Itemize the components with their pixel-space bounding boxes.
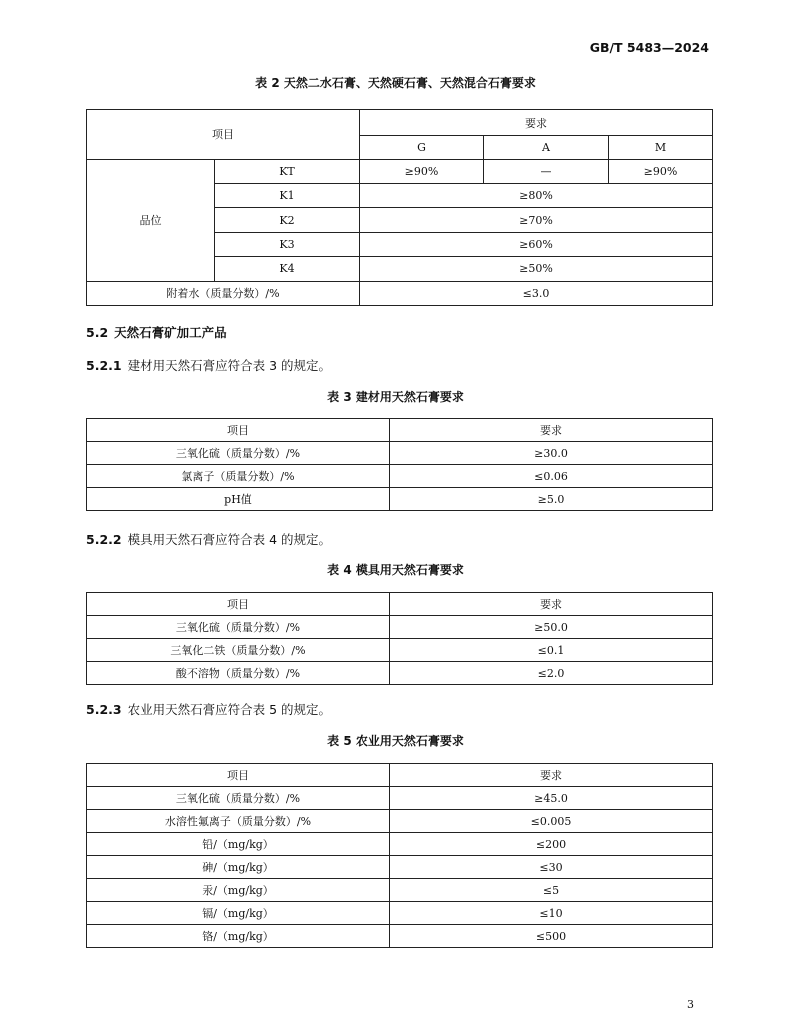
table2-cell: ≥70% (360, 208, 713, 232)
table2-subheader-a: A (484, 136, 609, 159)
table2-cell: ≥80% (360, 184, 713, 208)
table-row-item: 铅/（mg/kg） (87, 833, 390, 856)
table-row-item: 三氧化硫（质量分数）/% (87, 442, 390, 465)
table4 (86, 592, 713, 685)
table3-header-item: 项目 (87, 419, 390, 442)
section-5-2-2 (86, 530, 331, 548)
table-row-item: 水溶性氟离子（质量分数）/% (87, 810, 390, 833)
table-row-value: ≤0.1 (390, 639, 713, 662)
table-row-value: ≤2.0 (390, 662, 713, 685)
table2 (86, 109, 713, 306)
table4-header-req: 要求 (390, 593, 713, 616)
table3-caption: 表 3 建材用天然石膏要求 (327, 390, 464, 404)
table-row-item: pH值 (87, 488, 390, 511)
table2-grade: K4 (215, 257, 360, 281)
table-row-value: ≤0.06 (390, 465, 713, 488)
table-row-value: ≤0.005 (390, 810, 713, 833)
table4-caption: 表 4 模具用天然石膏要求 (327, 563, 464, 577)
table2-cell: ≥50% (360, 257, 713, 281)
section-text: 农业用天然石膏应符合表 5 的规定。 (127, 702, 331, 717)
table2-cell: ≥60% (360, 232, 713, 256)
section-number: 5.2.1 (86, 358, 122, 373)
table2-grade: KT (215, 159, 360, 183)
table-row-value: ≤10 (390, 902, 713, 925)
table-row-value: ≤30 (390, 856, 713, 879)
page-number: 3 (687, 998, 694, 1011)
section-text: 建材用天然石膏应符合表 3 的规定。 (127, 358, 331, 373)
table5-header-item: 项目 (87, 764, 390, 787)
table-row-item: 汞/（mg/kg） (87, 879, 390, 902)
section-number: 5.2 (86, 325, 109, 340)
section-number: 5.2.3 (86, 702, 122, 717)
table-row-item: 氯离子（质量分数）/% (87, 465, 390, 488)
table2-grade: K1 (215, 184, 360, 208)
table2-req-header: 要求 (360, 110, 713, 136)
table5-caption: 表 5 农业用天然石膏要求 (327, 734, 464, 748)
table2-caption: 表 2 天然二水石膏、天然硬石膏、天然混合石膏要求 (255, 76, 536, 90)
table-row-item: 酸不溶物（质量分数）/% (87, 662, 390, 685)
table-row-value: ≥50.0 (390, 616, 713, 639)
standard-code: GB/T 5483—2024 (589, 40, 709, 55)
table-row-value: ≥30.0 (390, 442, 713, 465)
table2-cell: ≥90% (360, 159, 484, 183)
table4-header-item: 项目 (87, 593, 390, 616)
table5 (86, 763, 713, 948)
table2-cell: — (484, 159, 609, 183)
table2-grade: K3 (215, 232, 360, 256)
table-row-value: ≥45.0 (390, 787, 713, 810)
table-row-item: 砷/（mg/kg） (87, 856, 390, 879)
table-row-value: ≤5 (390, 879, 713, 902)
section-5-2-3 (86, 700, 331, 718)
table2-water-label: 附着水（质量分数）/% (87, 281, 360, 305)
table2-item-header: 项目 (87, 110, 360, 160)
table-row-value: ≥5.0 (390, 488, 713, 511)
table2-water-value: ≤3.0 (360, 281, 713, 305)
section-number: 5.2.2 (86, 532, 122, 547)
section-title: 天然石膏矿加工产品 (114, 325, 227, 340)
section-5-2 (86, 323, 227, 341)
table-row-item: 镉/（mg/kg） (87, 902, 390, 925)
table-row-item: 三氧化二铁（质量分数）/% (87, 639, 390, 662)
table2-subheader-m: M (609, 136, 713, 159)
table5-header-req: 要求 (390, 764, 713, 787)
table-row-value: ≤200 (390, 833, 713, 856)
table2-grade-label: 品位 (87, 159, 215, 281)
table3 (86, 418, 713, 511)
section-text: 模具用天然石膏应符合表 4 的规定。 (127, 532, 331, 547)
table-row-item: 三氧化硫（质量分数）/% (87, 616, 390, 639)
table-row-item: 三氧化硫（质量分数）/% (87, 787, 390, 810)
section-5-2-1 (86, 356, 331, 374)
table-row-value: ≤500 (390, 925, 713, 948)
table3-header-req: 要求 (390, 419, 713, 442)
table-row-item: 铬/（mg/kg） (87, 925, 390, 948)
table2-subheader-g: G (360, 136, 484, 159)
table2-cell: ≥90% (609, 159, 713, 183)
table2-grade: K2 (215, 208, 360, 232)
